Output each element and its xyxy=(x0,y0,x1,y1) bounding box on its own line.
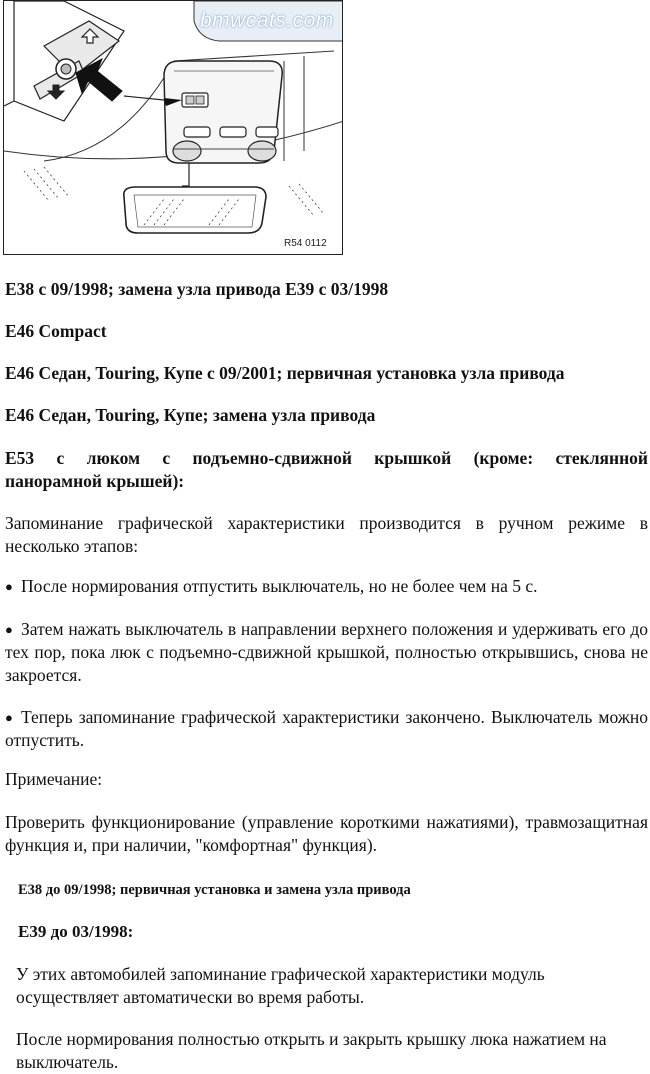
illustration-drawing xyxy=(4,1,343,255)
heading-e38-before: E38 до 09/1998; первичная установка и замена узла привода xyxy=(18,882,411,898)
heading-e53-line2: панорамной крышей): xyxy=(5,471,185,491)
heading-e39-before: E39 до 03/1998: xyxy=(18,922,134,941)
watermark: bmwcats.com xyxy=(200,9,334,32)
heading-e46-sedan-2001: E46 Седан, Touring, Купе с 09/2001; первичная установка узла привода xyxy=(5,363,565,383)
bullet-text: Затем нажать выключатель в направлении верхнего положения и удерживать его до тех пор, пока люк с подъемно-сдвижной крышкой, полностью открывшись, снова не закроется. xyxy=(5,619,648,685)
bullet-text: Теперь запоминание графической характеристики закончено. Выключатель можно отпустить. xyxy=(5,707,648,750)
bullet-item xyxy=(5,706,648,752)
intro-paragraph: Запоминание графической характеристики производится в ручном режиме в несколько этапов: xyxy=(5,513,648,556)
note-label: Примечание: xyxy=(5,769,103,789)
final-paragraph: После нормирования полностью открыть и закрыть крышку люка нажатием на выключатель. xyxy=(16,1029,607,1072)
roof-console-illustration xyxy=(3,0,343,255)
bullet-icon: ● xyxy=(5,622,13,637)
heading-e38-e39: E38 с 09/1998; замена узла привода E39 с 03/1998 xyxy=(5,279,389,299)
bullet-icon: ● xyxy=(5,710,13,725)
bullet-item xyxy=(5,575,648,598)
heading-e53-line1: E53 с люком с подъемно-сдвижной крышкой (кроме: стеклянной xyxy=(5,448,648,468)
bullet-icon: ● xyxy=(5,579,13,594)
bullet-item xyxy=(5,618,648,687)
auto-paragraph: У этих автомобилей запоминание графической характеристики модуль осуществляет автоматически во время работы. xyxy=(16,964,545,1007)
figure-code: R54 0112 xyxy=(284,238,327,249)
heading-e46-sedan-replace: E46 Седан, Touring, Купе; замена узла привода xyxy=(5,405,376,425)
heading-e53 xyxy=(5,447,648,493)
note-text: Проверить функционирование (управление короткими нажатиями), травмозащитная функция и, при наличии, "комфортная" функция). xyxy=(5,812,648,855)
heading-e46-compact: E46 Compact xyxy=(5,321,107,341)
bullet-text: После нормирования отпустить выключатель, но не более чем на 5 с. xyxy=(21,576,538,596)
